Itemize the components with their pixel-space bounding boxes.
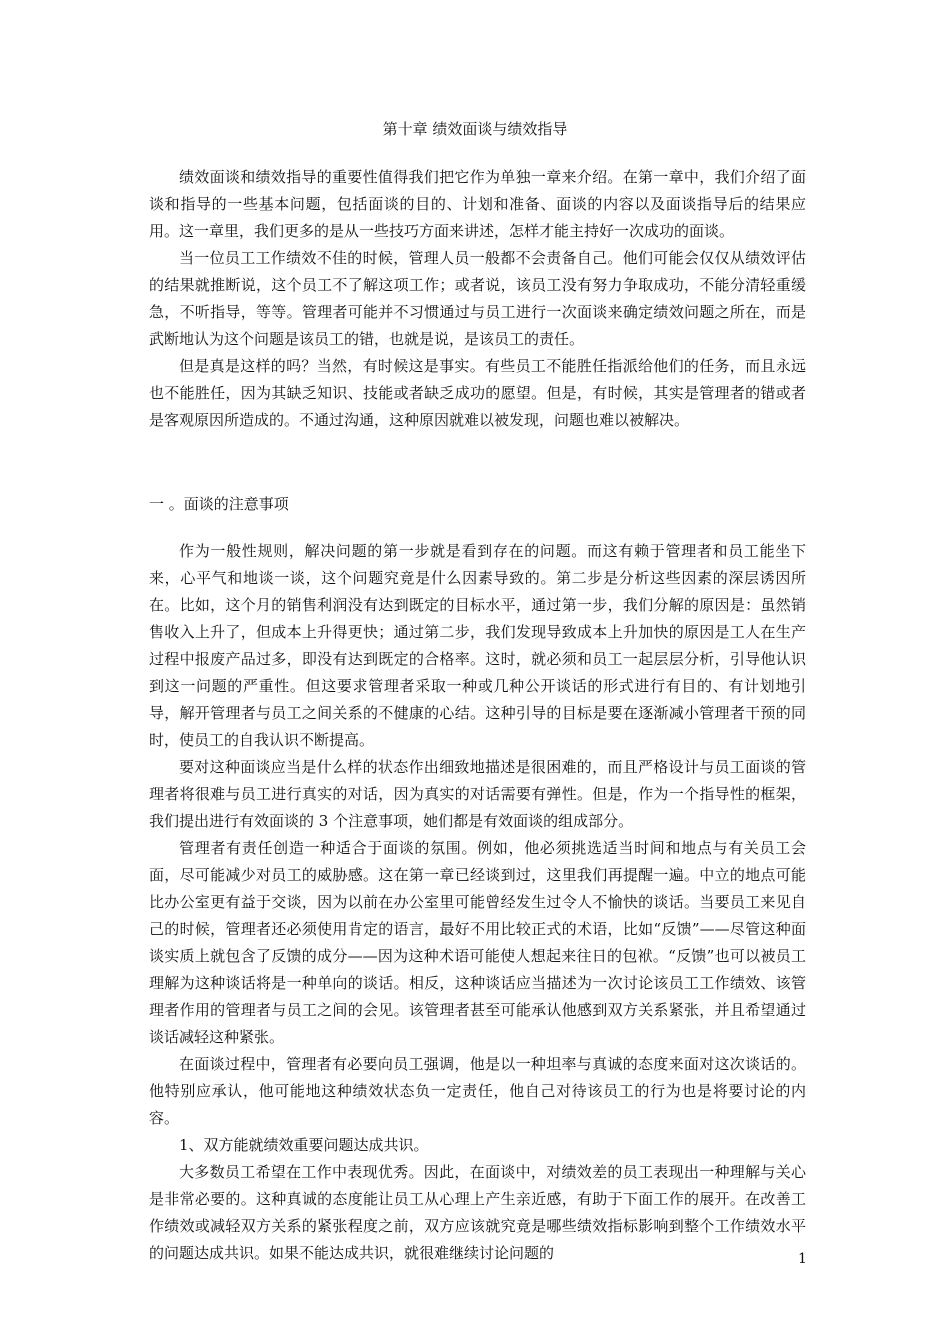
chapter-title: 第十章 绩效面谈与绩效指导	[382, 120, 568, 138]
section-paragraph-3: 管理者有责任创造一种适合于面谈的氛围。例如，他必须挑选适当时间和地点与有关员工会面，尽可能减少对员工的威胁感。这在第一章已经谈到过，这里我们再提醒一遍。中立的地点可能比办公室更有益于交谈，因为以前在办公室里可能曾经发生过令人不愉快的谈话。当要员工来见自己的时候，管理者还必须使用肯定的语言，最好不用比较正式的术语，比如“反馈”——尽管这种面谈实质上就包含了反馈的成分——因为这种术语可能使人想起来往日的包袱。“反馈”也可以被员工理解为这种谈话将是一种单向的谈话。相反，这种谈话应当描述为一次讨论该员工工作绩效、该管理者作用的管理者与员工之间的会见。该管理者甚至可能承认他感到双方关系紧张，并且希望通过谈话减轻这种紧张。	[149, 839, 806, 1046]
subsection-heading-1: 1、双方能就绩效重要问题达成共识。	[179, 1136, 429, 1154]
page-number: 1	[798, 1251, 807, 1267]
intro-paragraph-1: 绩效面谈和绩效指导的重要性值得我们把它作为单独一章来介绍。在第一章中，我们介绍了面谈和指导的一些基本问题，包括面谈的目的、计划和准备、面谈的内容以及面谈指导后的结果应用。这一章里，我们更多的是从一些技巧方面来讲述，怎样才能主持好一次成功的面谈。	[149, 168, 806, 240]
section-heading: 一 。面谈的注意事项	[149, 495, 289, 513]
intro-text-block	[149, 164, 806, 434]
section-paragraph-2: 要对这种面谈应当是什么样的状态作出细致地描述是很困难的，而且严格设计与员工面谈的管理者将很难与员工进行真实的对话，因为真实的对话需要有弹性。但是，作为一个指导性的框架，我们提出进行有效面谈的 3 个注意事项，她们都是有效面谈的组成部分。	[149, 758, 806, 830]
section-paragraph-5: 大多数员工希望在工作中表现优秀。因此，在面谈中，对绩效差的员工表现出一种理解与关心是非常必要的。这种真诚的态度能让员工从心理上产生亲近感，有助于下面工作的展开。在改善工作绩效或减轻双方关系的紧张程度之前，双方应该就究竟是哪些绩效指标影响到整个工作绩效水平的问题达成共识。如果不能达成共识，就很难继续讨论问题的	[149, 1163, 806, 1262]
section-paragraph-1: 作为一般性规则，解决问题的第一步就是看到存在的问题。而这有赖于管理者和员工能坐下来，心平气和地谈一谈，这个问题究竟是什么因素导致的。第二步是分析这些因素的深层诱因所在。比如，这个月的销售利润没有达到既定的目标水平，通过第一步，我们分解的原因是：虽然销售收入上升了，但成本上升得更快；通过第二步，我们发现导致成本上升加快的原因是工人在生产过程中报废产品过多，即没有达到既定的合格率。这时，就必须和员工一起层层分析，引导他认识到这一问题的严重性。但这要求管理者采取一种或几种公开谈话的形式进行有目的、有计划地引导，解开管理者与员工之间关系的不健康的心结。这种引导的目标是要在逐渐减小管理者干预的同时，使员工的自我认识不断提高。	[149, 542, 806, 749]
intro-paragraph-2: 当一位员工工作绩效不佳的时候，管理人员一般都不会责备自己。他们可能会仅仅从绩效评估的结果就推断说，这个员工不了解这项工作；或者说，该员工没有努力争取成功，不能分清轻重缓急，不听指导，等等。管理者可能并不习惯通过与员工进行一次面谈来确定绩效问题之所在，而是武断地认为这个问题是该员工的错，也就是说，是该员工的责任。	[149, 249, 806, 348]
section-paragraph-4: 在面谈过程中，管理者有必要向员工强调，他是以一种坦率与真诚的态度来面对这次谈话的。他特别应承认，他可能地这种绩效状态负一定责任，他自己对待该员工的行为也是将要讨论的内容。	[149, 1055, 806, 1127]
intro-paragraph-3: 但是真是这样的吗？当然，有时候这是事实。有些员工不能胜任指派给他们的任务，而且永远也不能胜任，因为其缺乏知识、技能或者缺乏成功的愿望。但是，有时候，其实是管理者的错或者是客观原因所造成的。不通过沟通，这种原因就难以被发现，问题也难以被解决。	[149, 357, 806, 429]
section-text-block	[149, 538, 806, 1267]
